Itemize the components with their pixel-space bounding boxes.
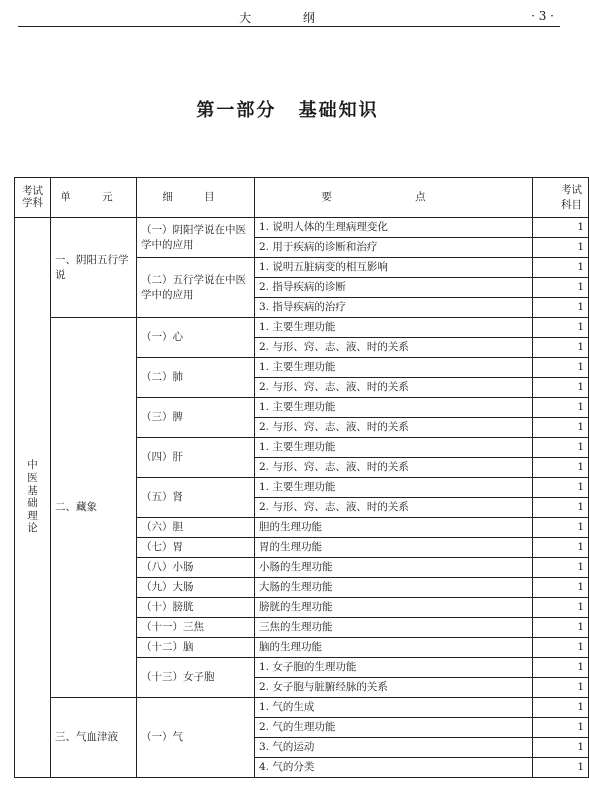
- point-cell: 三焦的生理功能: [255, 618, 533, 638]
- unit-cell: 一、阴阳五行学说: [51, 218, 137, 318]
- level-cell: 1: [533, 318, 589, 338]
- point-cell: 1. 主要生理功能: [255, 478, 533, 498]
- part-title: 第一部分 基础知识: [196, 100, 379, 121]
- details-cell: （一）阴阳学说在中医学中的应用: [137, 218, 255, 258]
- details-cell: （八）小肠: [137, 558, 255, 578]
- point-cell: 2. 与形、窍、志、液、时的关系: [255, 378, 533, 398]
- page-number: · 3 ·: [531, 9, 554, 23]
- point-cell: 胃的生理功能: [255, 538, 533, 558]
- point-cell: 1. 说明五脏病变的相互影响: [255, 258, 533, 278]
- header-level: 考试科目: [533, 178, 589, 218]
- point-cell: 小肠的生理功能: [255, 558, 533, 578]
- level-cell: 1: [533, 538, 589, 558]
- point-cell: 1. 主要生理功能: [255, 318, 533, 338]
- point-cell: 2. 气的生理功能: [255, 718, 533, 738]
- point-cell: 1. 主要生理功能: [255, 438, 533, 458]
- level-cell: 1: [533, 618, 589, 638]
- level-cell: 1: [533, 278, 589, 298]
- point-cell: 脑的生理功能: [255, 638, 533, 658]
- level-cell: 1: [533, 638, 589, 658]
- level-cell: 1: [533, 678, 589, 698]
- details-cell: （十三）女子胞: [137, 658, 255, 698]
- point-cell: 3. 指导疾病的治疗: [255, 298, 533, 318]
- point-cell: 1. 说明人体的生理病理变化: [255, 218, 533, 238]
- details-cell: （四）肝: [137, 438, 255, 478]
- table-row: [15, 218, 589, 238]
- details-cell: （三）脾: [137, 398, 255, 438]
- level-cell: 1: [533, 658, 589, 678]
- level-cell: 1: [533, 698, 589, 718]
- details-cell: （六）胆: [137, 518, 255, 538]
- point-cell: 1. 女子胞的生理功能: [255, 658, 533, 678]
- details-cell: （十）膀胱: [137, 598, 255, 618]
- level-cell: 1: [533, 398, 589, 418]
- level-cell: 1: [533, 378, 589, 398]
- details-cell: （二）五行学说在中医学中的应用: [137, 258, 255, 318]
- header-points: 要 点: [255, 178, 533, 218]
- details-cell: （十二）脑: [137, 638, 255, 658]
- details-cell: （一）心: [137, 318, 255, 358]
- details-cell: （七）胃: [137, 538, 255, 558]
- point-cell: 1. 主要生理功能: [255, 358, 533, 378]
- point-cell: 2. 女子胞与脏腑经脉的关系: [255, 678, 533, 698]
- details-cell: （五）肾: [137, 478, 255, 518]
- point-cell: 胆的生理功能: [255, 518, 533, 538]
- level-cell: 1: [533, 338, 589, 358]
- level-cell: 1: [533, 298, 589, 318]
- unit-cell: 二、藏象: [51, 318, 137, 698]
- level-cell: 1: [533, 438, 589, 458]
- table-row: [15, 698, 589, 718]
- details-cell: （九）大肠: [137, 578, 255, 598]
- point-cell: 2. 与形、窍、志、液、时的关系: [255, 458, 533, 478]
- point-cell: 2. 与形、窍、志、液、时的关系: [255, 498, 533, 518]
- level-cell: 1: [533, 518, 589, 538]
- table-header-row: [15, 178, 589, 218]
- level-cell: 1: [533, 578, 589, 598]
- point-cell: 膀胱的生理功能: [255, 598, 533, 618]
- header-details: 细 目: [137, 178, 255, 218]
- point-cell: 1. 气的生成: [255, 698, 533, 718]
- running-title: 大 纲: [239, 11, 339, 25]
- level-cell: 1: [533, 458, 589, 478]
- level-cell: 1: [533, 218, 589, 238]
- level-cell: 1: [533, 598, 589, 618]
- level-cell: 1: [533, 418, 589, 438]
- point-cell: 2. 指导疾病的诊断: [255, 278, 533, 298]
- subject-cell: 中医基础理论: [15, 218, 51, 778]
- point-cell: 3. 气的运动: [255, 738, 533, 758]
- level-cell: 1: [533, 738, 589, 758]
- header-subject: 考试学科: [15, 178, 51, 218]
- details-cell: （二）肺: [137, 358, 255, 398]
- point-cell: 2. 用于疾病的诊断和治疗: [255, 238, 533, 258]
- header-unit: 单 元: [51, 178, 137, 218]
- point-cell: 2. 与形、窍、志、液、时的关系: [255, 418, 533, 438]
- level-cell: 1: [533, 718, 589, 738]
- details-cell: （十一）三焦: [137, 618, 255, 638]
- syllabus-table: [14, 177, 589, 778]
- point-cell: 2. 与形、窍、志、液、时的关系: [255, 338, 533, 358]
- details-cell: （一）气: [137, 698, 255, 778]
- unit-cell: 三、气血津液: [51, 698, 137, 778]
- running-header: [18, 6, 560, 27]
- level-cell: 1: [533, 758, 589, 778]
- table-row: [15, 318, 589, 338]
- level-cell: 1: [533, 238, 589, 258]
- level-cell: 1: [533, 558, 589, 578]
- level-cell: 1: [533, 258, 589, 278]
- level-cell: 1: [533, 478, 589, 498]
- level-cell: 1: [533, 498, 589, 518]
- point-cell: 1. 主要生理功能: [255, 398, 533, 418]
- point-cell: 大肠的生理功能: [255, 578, 533, 598]
- level-cell: 1: [533, 358, 589, 378]
- point-cell: 4. 气的分类: [255, 758, 533, 778]
